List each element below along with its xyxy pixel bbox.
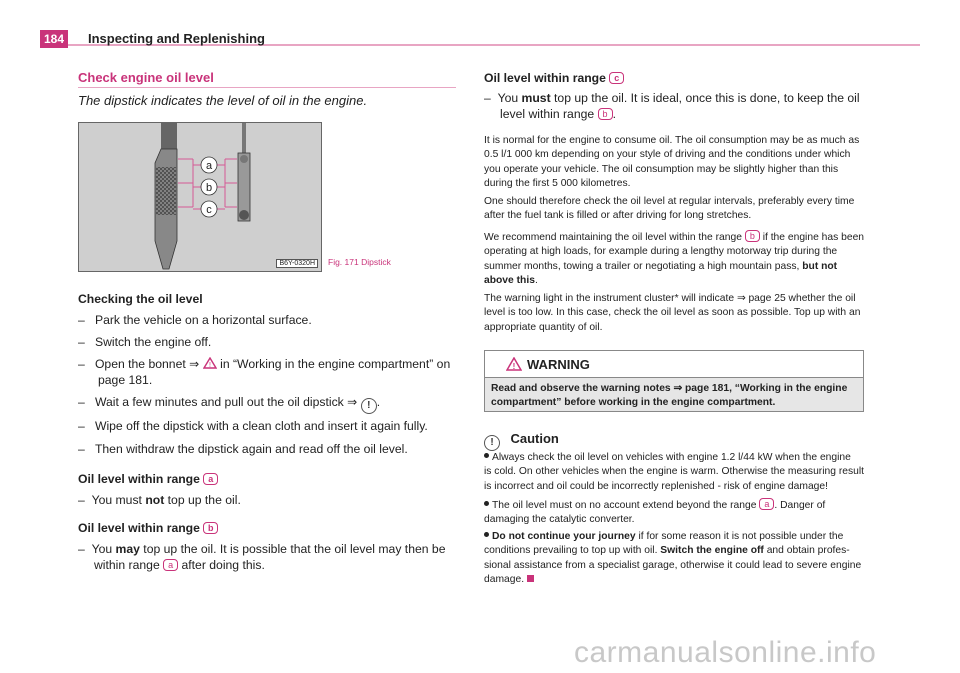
step-3-text-cont: in “Working in the engine compartment” on — [220, 357, 451, 371]
range-b-title: Oil level within range — [78, 521, 200, 535]
warning-text — [491, 382, 847, 411]
caution-bullet-2 — [484, 498, 825, 528]
caution-b3-line3: sional assistance from a specialist garage, otherwise it could lead to severe engine — [484, 559, 862, 571]
para2-line2: after the fuel tank is filled or after driving for long stretches. — [484, 210, 752, 222]
range-c-line2-badge: b — [598, 108, 613, 120]
warning-box — [484, 350, 864, 412]
caution-b3-line4: damage. — [484, 573, 525, 585]
page-number: 184 — [40, 30, 68, 48]
checking-title: Checking the oil level — [78, 292, 203, 306]
end-of-section-marker — [527, 575, 534, 582]
range-a-pre: You must — [91, 493, 146, 507]
level-label-b-text: b — [205, 182, 213, 194]
para2-line1: One should therefore check the oil level at regular intervals, preferably every time — [484, 196, 855, 207]
bullet-icon — [484, 501, 489, 506]
step-4: – Wait a few minutes and pull out the oil dipstick ⇒ ! . — [78, 394, 380, 414]
caution-b3-post: if for some reason it is not possible under the — [635, 531, 844, 542]
range-b-line2 — [94, 557, 265, 573]
range-c-badge: c — [609, 72, 624, 84]
warning-triangle-icon — [203, 357, 217, 369]
range-c-post: top up the oil. It is ideal, once this is done, to keep the oil — [550, 91, 860, 105]
svg-text:!: ! — [512, 362, 516, 371]
range-a-text: – You must not top up the oil. — [78, 493, 241, 507]
step-6: – Then withdraw the dipstick again and read off the oil level. — [78, 442, 408, 456]
step-3: – Open the bonnet ⇒ ! in “Working in the engine compartment” on — [78, 357, 451, 371]
range-a-heading — [78, 471, 218, 487]
section-title: Check engine oil level — [78, 70, 214, 85]
caution-b1-line1: Always check the oil level on vehicles with engine 1.2 l/44 kW when the engine — [492, 452, 851, 463]
step-5: – Wipe off the dipstick with a clean cloth and insert it again fully. — [78, 419, 428, 433]
para3-line3-bold: but not — [802, 260, 838, 272]
range-a-bold: not — [145, 493, 165, 507]
caution-b3-line2-bold: Switch the engine off — [660, 545, 764, 557]
dipstick-illustration — [79, 123, 321, 271]
figure-caption: Fig. 171 Dipstick — [328, 257, 391, 267]
bullet-icon — [484, 532, 489, 537]
caution-b3-bold: Do not continue your journey — [492, 531, 636, 542]
range-a-title: Oil level within range — [78, 472, 200, 486]
para1-line3: you operate your vehicle. The oil consumption may be slightly higher than this — [484, 163, 839, 175]
range-b-bold: may — [115, 542, 140, 556]
para4-line3: appropriate quantity of oil. — [484, 321, 603, 333]
para3-line1-pre: We recommend maintaining the oil level within the range — [484, 232, 742, 243]
level-label-b — [201, 179, 217, 195]
chapter-title: Inspecting and Replenishing — [88, 31, 265, 46]
step-4-text: Wait a few minutes and pull out the oil dipstick — [94, 395, 344, 409]
range-b-line2-post: after doing this. — [178, 558, 265, 572]
warning-title: WARNING — [527, 357, 590, 372]
para3-line2: operating at high loads, for example during a lengthy motorway trip during the — [484, 246, 838, 258]
warning-line1: Read and observe the warning notes ⇒ page 181, “Working in the engine — [491, 383, 848, 394]
level-label-a-text: a — [205, 160, 213, 172]
para4-line2: level is too low. In this case, check the oil level as soon as possible. Top up with an — [484, 307, 861, 319]
para1-line2: 0.5 l/1 000 km depending on your style of driving and the conditions under which — [484, 149, 851, 161]
bullet-icon — [484, 453, 489, 458]
level-label-a — [201, 157, 217, 173]
para3-badge: b — [745, 230, 760, 242]
caution-b2-badge: a — [759, 498, 774, 510]
para-recommend: We recommend maintaining the oil level within the range b if the engine has been operating at high loads, for example during a lengthy motorway trip during the summer months, towing a trailer or negotiating a high mountain pass, but not above this. — [484, 231, 865, 286]
figure-code: B6Y-0320H — [276, 259, 318, 268]
para-warning-light — [484, 292, 860, 335]
caution-bullet-3 — [484, 530, 861, 587]
caution-b2-line2: damaging the catalytic converter. — [484, 514, 635, 526]
para3-line4-bold: above this — [484, 274, 535, 286]
range-b-heading — [78, 520, 218, 536]
step-3-text: Open the bonnet — [94, 357, 186, 371]
para3-line3-pre: summer months, towing a trailer or negotiating a high mountain pass, — [484, 260, 803, 272]
step-1: – Park the vehicle on a horizontal surface. — [78, 313, 312, 327]
caution-heading — [484, 430, 559, 451]
step-2: – Switch the engine off. — [78, 335, 212, 349]
para3-line1-post: if the engine has been — [759, 232, 865, 243]
section-subtitle: The dipstick indicates the level of oil in the engine. — [78, 93, 368, 108]
range-a-badge: a — [203, 473, 218, 485]
para4-line1: The warning light in the instrument cluster* will indicate ⇒ page 25 whether the oil — [484, 293, 856, 304]
dipstick-figure — [78, 122, 322, 272]
warning-header — [485, 351, 863, 378]
step-2-text: Switch the engine off. — [94, 335, 212, 349]
caution-bullet-1 — [484, 451, 864, 494]
caution-b3-line2-pre: conditions prevailing to top up with oil. — [484, 545, 661, 557]
para-check-interval — [484, 195, 854, 224]
range-b-line2-badge: a — [163, 559, 178, 571]
range-b-line2-pre: within range — [94, 558, 160, 572]
para1-line1: It is normal for the engine to consume oil. The oil consumption may be as much as — [484, 135, 860, 146]
caution-b2-post: . Danger of — [774, 500, 826, 511]
range-c-heading — [484, 70, 624, 86]
level-label-c — [201, 201, 217, 217]
caution-icon: ! — [361, 398, 377, 414]
caution-heading-icon: ! — [484, 435, 500, 451]
step-6-text: Then withdraw the dipstick again and read off the oil level. — [94, 442, 408, 456]
range-b-post: top up the oil. It is possible that the oil level may then be — [139, 542, 446, 556]
caution-b2-pre: The oil level must on no account extend beyond the range — [492, 500, 757, 511]
para-oil-consumption — [484, 134, 859, 191]
step-1-text: Park the vehicle on a horizontal surface. — [94, 313, 312, 327]
caution-b1-line3: is incorrect and oil could be incorrectly replenished - risk of engine damage! — [484, 480, 828, 492]
range-c-line2-pre: level within range — [500, 107, 595, 121]
watermark: carmanualsonline.info — [574, 636, 877, 669]
range-c-pre: You — [497, 91, 522, 105]
range-a-post: top up the oil. — [164, 493, 241, 507]
step-3-page: page 181. — [98, 373, 153, 387]
range-b-badge: b — [203, 522, 218, 534]
range-c-line2: level within range b . — [500, 107, 616, 121]
range-c-bold: must — [521, 91, 551, 105]
step-5-text: Wipe off the dipstick with a clean cloth and insert it again fully. — [94, 419, 428, 433]
caution-title: Caution — [510, 431, 559, 446]
range-c-line1: – You must top up the oil. It is ideal, once this is done, to keep the oil — [484, 91, 860, 105]
range-b-line1: – You may top up the oil. It is possible that the oil level may then be — [78, 542, 446, 556]
level-label-c-text: c — [206, 204, 212, 216]
para1-line4: during the first 5 000 kilometres. — [484, 177, 631, 189]
warning-icon — [506, 357, 522, 371]
range-c-title: Oil level within range — [484, 71, 606, 85]
caution-b1-line2: is cold. On other vehicles when the engine is warm. Otherwise the measuring result — [484, 466, 865, 478]
section-rule — [78, 87, 456, 88]
caution-b3-line2-post: and obtain profes- — [763, 545, 850, 557]
range-b-pre: You — [91, 542, 116, 556]
warning-line2: compartment” before working in the engine compartment. — [491, 397, 776, 409]
svg-text:!: ! — [208, 362, 211, 369]
